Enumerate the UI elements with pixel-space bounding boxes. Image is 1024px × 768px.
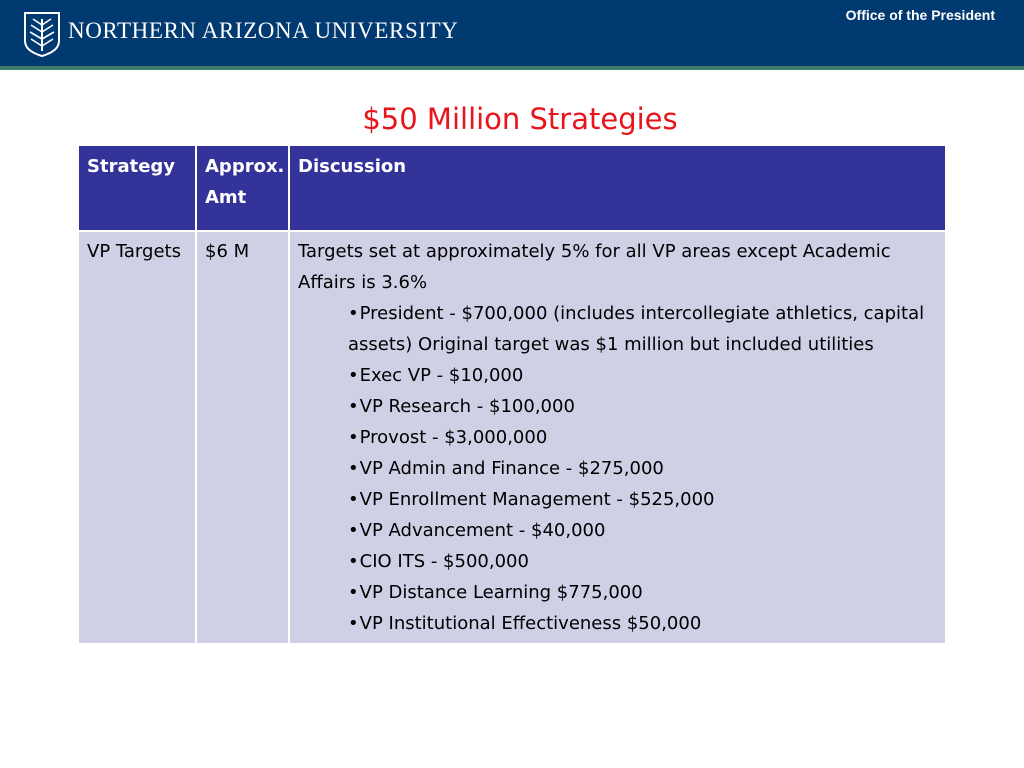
list-item (348, 360, 937, 391)
list-item-text: VP Advancement - $40,000 (359, 520, 606, 541)
bullet-symbol: • (348, 520, 359, 541)
list-item-text: VP Distance Learning $775,000 (359, 582, 643, 603)
bullet-symbol: • (348, 427, 359, 448)
list-item (348, 515, 937, 546)
list-item (348, 391, 937, 422)
list-item (348, 453, 937, 484)
bullet-symbol: • (348, 613, 359, 634)
header-bar (0, 0, 1024, 66)
list-item-text: Exec VP - $10,000 (359, 365, 524, 386)
bullet-symbol: • (348, 365, 359, 386)
list-item-text: VP Admin and Finance - $275,000 (359, 458, 664, 479)
bullet-symbol: • (348, 551, 359, 572)
list-item (348, 484, 937, 515)
column-header-amount: Approx. Amt (196, 145, 289, 231)
list-item-text: CIO ITS - $500,000 (359, 551, 529, 572)
bullet-symbol: • (348, 396, 359, 417)
amount-cell: $6 M (196, 231, 289, 644)
column-header-discussion: Discussion (289, 145, 946, 231)
target-bullet-list (298, 298, 937, 639)
list-item (348, 577, 937, 608)
list-item-text: Provost - $3,000,000 (359, 427, 548, 448)
list-item (348, 298, 937, 360)
list-item-text: President - $700,000 (includes intercollegiate athletics, capital assets) Original target was $1 million but included utilities (348, 303, 925, 355)
list-item (348, 546, 937, 577)
office-label: Office of the President (845, 7, 995, 23)
table-row (78, 231, 946, 644)
discussion-intro: Targets set at approximately 5% for all VP areas except Academic Affairs is 3.6% (298, 241, 891, 293)
list-item-text: VP Research - $100,000 (359, 396, 575, 417)
nau-pine-logo-icon (23, 11, 61, 57)
table-header-row (78, 145, 946, 231)
bullet-symbol: • (348, 303, 359, 324)
strategy-cell: VP Targets (78, 231, 196, 644)
bullet-symbol: • (348, 458, 359, 479)
list-item-text: VP Enrollment Management - $525,000 (359, 489, 715, 510)
slide-title: $50 Million Strategies (362, 102, 678, 136)
strategies-table (77, 144, 947, 645)
discussion-cell (289, 231, 946, 644)
list-item-text: VP Institutional Effectiveness $50,000 (359, 613, 702, 634)
bullet-symbol: • (348, 489, 359, 510)
header-accent-stripe (0, 66, 1024, 70)
list-item (348, 422, 937, 453)
university-wordmark: NORTHERN ARIZONA UNIVERSITY (68, 18, 459, 43)
column-header-strategy: Strategy (78, 145, 196, 231)
bullet-symbol: • (348, 582, 359, 603)
list-item (348, 608, 937, 639)
